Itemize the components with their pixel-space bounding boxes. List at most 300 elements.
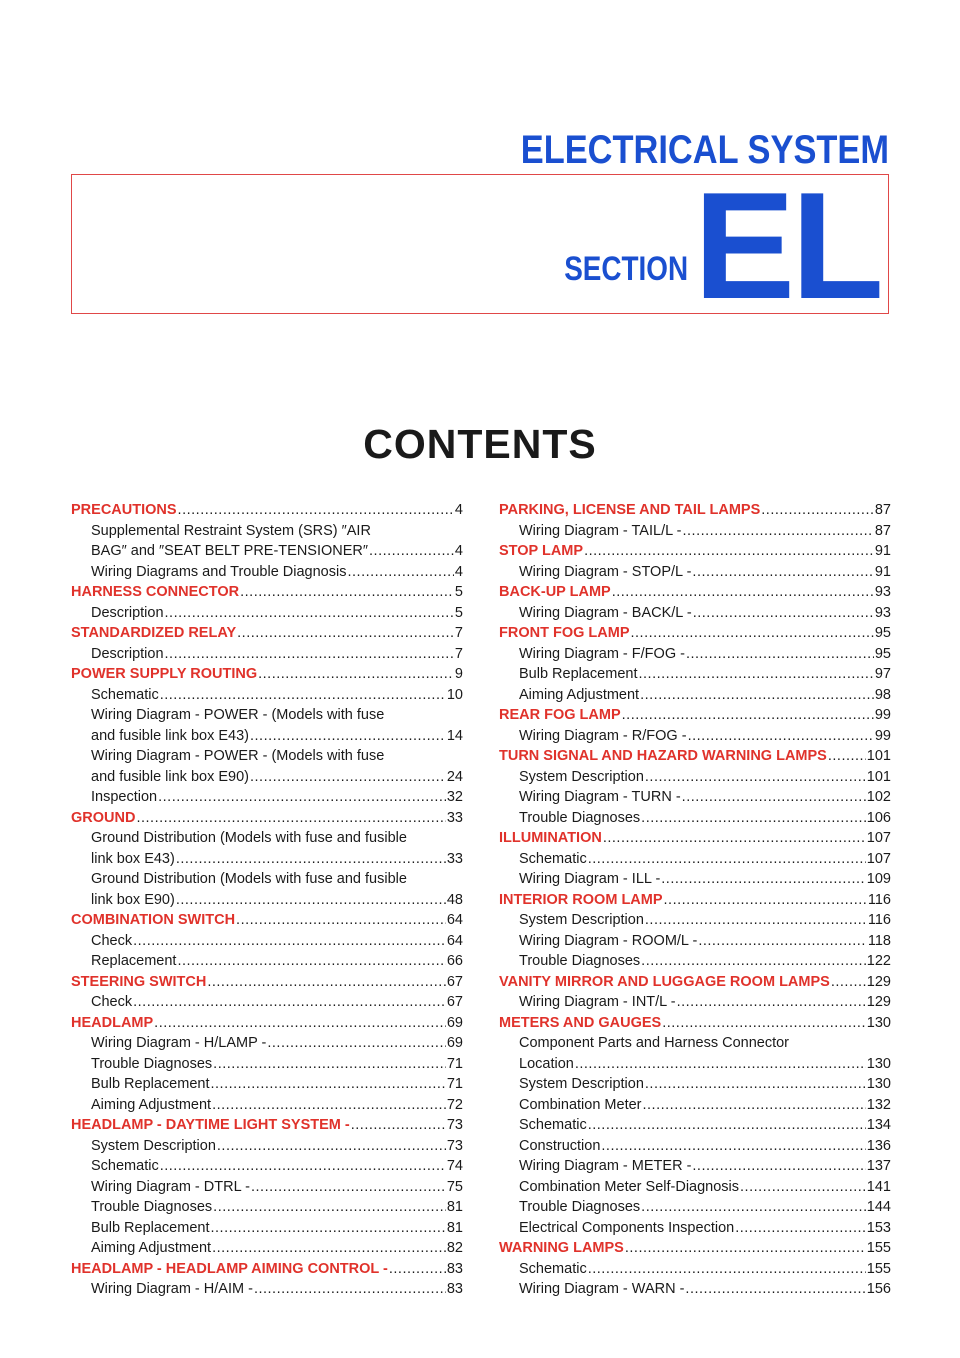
toc-entry-title: FRONT FOG LAMP [499, 625, 630, 641]
toc-leader-dots [165, 603, 454, 624]
toc-entry[interactable] [499, 1259, 891, 1280]
toc-leader-dots [645, 767, 866, 788]
toc-section-entry[interactable] [499, 972, 891, 993]
toc-leader-dots [240, 582, 454, 603]
toc-leader-dots [213, 1197, 446, 1218]
section-banner [71, 161, 889, 331]
toc-leader-dots [645, 910, 867, 931]
toc-entry-title: STANDARDIZED RELAY [71, 625, 237, 641]
toc-entry[interactable] [71, 1074, 463, 1095]
toc-entry-title: Wiring Diagram - R/FOG - [519, 727, 687, 744]
toc-leader-dots [584, 541, 874, 562]
toc-page-number: 141 [866, 1178, 891, 1195]
toc-page-number: 75 [446, 1178, 463, 1195]
toc-entry-title: Wiring Diagram - METER - [519, 1158, 692, 1174]
toc-page-number: 82 [446, 1240, 463, 1256]
toc-leader-dots [662, 1013, 866, 1034]
toc-entry-title: Aiming Adjustment [91, 1096, 212, 1113]
toc-page-number: 5 [454, 584, 463, 600]
toc-leader-dots [176, 890, 446, 911]
toc-entry-title: Wiring Diagram - ROOM/L - [519, 932, 698, 949]
toc-section-entry[interactable] [499, 623, 891, 644]
toc-leader-dots [217, 1136, 446, 1157]
toc-entry-title: Trouble Diagnoses [519, 953, 641, 969]
toc-section-entry[interactable] [71, 972, 463, 993]
toc-leader-dots [133, 931, 446, 952]
toc-page-number: 155 [866, 1260, 891, 1277]
toc-page-number: 14 [446, 727, 463, 744]
toc-entry-title: Trouble Diagnoses [91, 1199, 213, 1215]
toc-entry[interactable] [71, 1136, 463, 1157]
toc-entry-title: Location [519, 1055, 574, 1072]
toc-entry[interactable] [499, 951, 891, 972]
toc-leader-dots [213, 1054, 446, 1075]
toc-page-number: 71 [446, 1055, 463, 1072]
toc-page-number: 66 [446, 953, 463, 969]
toc-entry-title: Supplemental Restraint System (SRS) ″AIR [91, 522, 371, 539]
toc-page-number: 136 [866, 1137, 891, 1154]
toc-entry-title: System Description [91, 1137, 216, 1154]
toc-entry-title: and fusible link box E43) [91, 727, 249, 744]
toc-entry[interactable] [499, 685, 891, 706]
toc-entry-title: WARNING LAMPS [499, 1240, 624, 1256]
toc-page-number: 7 [454, 625, 463, 641]
toc-section-entry[interactable] [499, 890, 891, 911]
toc-leader-dots [685, 1279, 865, 1300]
toc-entry[interactable] [499, 931, 891, 952]
toc-leader-dots [664, 890, 867, 911]
toc-entry-title: Construction [519, 1137, 601, 1154]
toc-entry[interactable] [499, 992, 891, 1013]
toc-entry-title: Schematic [519, 1117, 587, 1133]
toc-leader-dots [761, 500, 874, 521]
toc-left-column [71, 500, 463, 1300]
toc-page-number: 69 [446, 1035, 463, 1051]
toc-page-number: 67 [446, 994, 463, 1010]
toc-page-number: 73 [446, 1137, 463, 1154]
toc-entry-title: PARKING, LICENSE AND TAIL LAMPS [499, 502, 761, 518]
toc-entry[interactable] [71, 541, 463, 562]
toc-page-number: 64 [446, 932, 463, 949]
toc-page-number: 97 [874, 666, 891, 682]
toc-page-number: 33 [446, 809, 463, 826]
toc-section-entry[interactable] [499, 1013, 891, 1034]
toc-entry-title: Wiring Diagram - STOP/L - [519, 563, 692, 580]
toc-leader-dots [622, 705, 874, 726]
toc-entry [71, 521, 463, 542]
toc-entry[interactable] [499, 664, 891, 685]
toc-entry-title: link box E90) [91, 891, 175, 908]
toc-page-number: 99 [874, 727, 891, 744]
toc-entry-title: REAR FOG LAMP [499, 707, 621, 723]
toc-section-entry[interactable] [71, 1013, 463, 1034]
toc-entry-title: Wiring Diagram - H/LAMP - [91, 1035, 267, 1051]
toc-leader-dots [211, 1074, 446, 1095]
toc-page-number: 156 [866, 1281, 891, 1297]
toc-entry[interactable] [71, 1177, 463, 1198]
toc-entry-title: Wiring Diagram - POWER - (Models with fuse [91, 748, 385, 764]
toc-entry-title: Aiming Adjustment [91, 1240, 212, 1256]
toc-leader-dots [237, 623, 454, 644]
toc-page-number: 74 [446, 1158, 463, 1174]
toc-leader-dots [692, 1156, 865, 1177]
toc-entry[interactable] [71, 562, 463, 583]
toc-page-number: 130 [866, 1076, 891, 1092]
toc-leader-dots [207, 972, 446, 993]
toc-entry-title: Electrical Components Inspection [519, 1219, 735, 1236]
toc-leader-dots [641, 951, 866, 972]
toc-leader-dots [267, 1033, 445, 1054]
toc-page-number: 93 [874, 604, 891, 621]
toc-page-number: 106 [866, 809, 891, 826]
toc-page-number: 4 [454, 543, 463, 559]
toc-page-number: 95 [874, 625, 891, 641]
toc-leader-dots [601, 1136, 865, 1157]
toc-entry-title: HEADLAMP - DAYTIME LIGHT SYSTEM - [71, 1117, 350, 1133]
toc-section-entry[interactable] [71, 1115, 463, 1136]
toc-entry[interactable] [71, 726, 463, 747]
toc-section-entry[interactable] [499, 828, 891, 849]
toc-entry-title: Combination Meter [519, 1096, 642, 1113]
toc-leader-dots [250, 726, 446, 747]
toc-entry-title: Replacement [91, 953, 177, 969]
toc-entry-title: Wiring Diagram - INT/L - [519, 994, 676, 1010]
toc-entry[interactable] [71, 1033, 463, 1054]
toc-entry-title: Wiring Diagram - ILL - [519, 871, 661, 887]
toc-page-number: 71 [446, 1076, 463, 1092]
toc-entry[interactable] [499, 910, 891, 931]
toc-leader-dots [258, 664, 454, 685]
toc-page-number: 134 [866, 1117, 891, 1133]
toc-page-number: 67 [446, 973, 463, 990]
toc-entry[interactable] [71, 787, 463, 808]
toc-leader-dots [686, 644, 874, 665]
toc-entry-title: Wiring Diagrams and Trouble Diagnosis [91, 563, 347, 580]
toc-leader-dots [250, 767, 446, 788]
toc-leader-dots [176, 849, 446, 870]
toc-page-number: 129 [866, 994, 891, 1010]
toc-leader-dots [645, 1074, 866, 1095]
toc-entry[interactable] [71, 1156, 463, 1177]
toc-entry[interactable] [71, 1095, 463, 1116]
toc-entry-title: Trouble Diagnoses [519, 1199, 641, 1215]
toc-entry-title: Schematic [91, 1158, 159, 1174]
toc-entry[interactable] [499, 1074, 891, 1095]
toc-page-number: 153 [866, 1219, 891, 1236]
toc-entry-title: BACK-UP LAMP [499, 584, 611, 600]
toc-leader-dots [640, 685, 874, 706]
toc-page-number: 4 [454, 502, 463, 518]
toc-leader-dots [625, 1238, 866, 1259]
toc-page-number: 116 [867, 912, 891, 928]
toc-entry[interactable] [71, 951, 463, 972]
toc-entry[interactable] [71, 890, 463, 911]
toc-section-entry[interactable] [71, 664, 463, 685]
toc-entry-title: GROUND [71, 809, 136, 826]
toc-leader-dots [588, 849, 866, 870]
toc-section-entry[interactable] [71, 500, 463, 521]
toc-entry-title: System Description [519, 1076, 644, 1092]
toc-page-number: 118 [867, 932, 891, 949]
toc-entry-title: STEERING SWITCH [71, 973, 207, 990]
toc-entry-title: Wiring Diagram - TURN - [519, 789, 681, 805]
toc-page-number: 83 [446, 1281, 463, 1297]
toc-page-number: 129 [866, 973, 891, 990]
toc-page-number: 122 [866, 953, 891, 969]
toc-page-number: 73 [446, 1117, 463, 1133]
toc-section-entry[interactable] [499, 541, 891, 562]
toc-entry-title: Check [91, 932, 133, 949]
toc-page-number: 130 [866, 1055, 891, 1072]
toc-leader-dots [236, 910, 446, 931]
toc-section-entry[interactable] [71, 1259, 463, 1280]
toc-entry-title: System Description [519, 768, 644, 785]
toc-entry-title: METERS AND GAUGES [499, 1014, 662, 1031]
toc-leader-dots [698, 931, 867, 952]
toc-page-number: 144 [866, 1199, 891, 1215]
toc-entry-title: Trouble Diagnoses [91, 1055, 213, 1072]
toc-entry-title: VANITY MIRROR AND LUGGAGE ROOM LAMPS [499, 973, 830, 990]
toc-leader-dots [165, 644, 454, 665]
toc-leader-dots [612, 582, 874, 603]
toc-entry[interactable] [71, 767, 463, 788]
toc-entry[interactable] [499, 603, 891, 624]
toc-leader-dots [828, 746, 866, 767]
toc-entry-title: Component Parts and Harness Connector [519, 1035, 790, 1051]
toc-leader-dots [369, 541, 454, 562]
toc-entry [71, 705, 463, 726]
toc-section-entry[interactable] [71, 808, 463, 829]
toc-leader-dots [639, 664, 874, 685]
toc-entry-title: link box E43) [91, 850, 175, 867]
toc-entry[interactable] [499, 869, 891, 890]
toc-page-number: 137 [866, 1158, 891, 1174]
toc-entry-title: and fusible link box E90) [91, 768, 249, 785]
toc-leader-dots [643, 1095, 866, 1116]
toc-entry-title: INTERIOR ROOM LAMP [499, 891, 663, 908]
toc-entry[interactable] [499, 1197, 891, 1218]
toc-entry-title: Bulb Replacement [91, 1076, 210, 1092]
toc-entry[interactable] [499, 1054, 891, 1075]
toc-section-entry[interactable] [499, 1238, 891, 1259]
toc-page-number: 69 [446, 1014, 463, 1031]
toc-page-number: 91 [874, 563, 891, 580]
toc-leader-dots [641, 1197, 866, 1218]
toc-entry-title: Wiring Diagram - POWER - (Models with fuse [91, 707, 385, 723]
toc-leader-dots [683, 521, 874, 542]
toc-entry-title: Inspection [91, 789, 158, 805]
toc-entry[interactable] [499, 849, 891, 870]
toc-entry-title: HARNESS CONNECTOR [71, 584, 240, 600]
toc-entry[interactable] [71, 1054, 463, 1075]
toc-page-number: 101 [866, 768, 891, 785]
toc-leader-dots [160, 1156, 446, 1177]
toc-leader-dots [212, 1095, 446, 1116]
toc-entry-title: Wiring Diagram - BACK/L - [519, 604, 692, 621]
toc-leader-dots [631, 623, 874, 644]
toc-entry[interactable] [499, 787, 891, 808]
toc-entry [499, 1033, 891, 1054]
toc-entry[interactable] [71, 685, 463, 706]
toc-leader-dots [211, 1218, 446, 1239]
toc-entry-title: Wiring Diagram - F/FOG - [519, 645, 685, 662]
manual-title: ELECTRICAL SYSTEM [520, 128, 889, 172]
toc-page-number: 102 [866, 789, 891, 805]
toc-page-number: 116 [867, 891, 891, 908]
toc-entry[interactable] [499, 562, 891, 583]
toc-entry-title: Schematic [91, 686, 159, 703]
toc-entry[interactable] [499, 1177, 891, 1198]
toc-page-number: 83 [446, 1260, 463, 1277]
toc-entry[interactable] [71, 1197, 463, 1218]
toc-page-number: 7 [454, 645, 463, 662]
toc-section-entry[interactable] [499, 746, 891, 767]
toc-page-number: 10 [446, 686, 463, 703]
toc-entry-title: Wiring Diagram - TAIL/L - [519, 522, 682, 539]
toc-leader-dots [347, 562, 453, 583]
toc-page-number: 155 [866, 1240, 891, 1256]
toc-page-number: 107 [866, 850, 891, 867]
toc-page-number: 87 [874, 522, 891, 539]
toc-leader-dots [351, 1115, 446, 1136]
toc-page-number: 5 [454, 604, 463, 621]
toc-page-number: 95 [874, 645, 891, 662]
toc-leader-dots [677, 992, 866, 1013]
toc-entry-title: System Description [519, 912, 644, 928]
toc-page-number: 93 [874, 584, 891, 600]
toc-page-number: 81 [446, 1199, 463, 1215]
toc-entry-title: Description [91, 645, 164, 662]
toc-leader-dots [641, 808, 866, 829]
toc-entry-title: ILLUMINATION [499, 830, 602, 846]
toc-entry[interactable] [499, 644, 891, 665]
toc-entry[interactable] [499, 1279, 891, 1300]
toc-entry[interactable] [71, 992, 463, 1013]
toc-entry[interactable] [71, 931, 463, 952]
toc-page-number: 72 [446, 1096, 463, 1113]
toc-leader-dots [177, 951, 445, 972]
toc-section-entry[interactable] [71, 623, 463, 644]
toc-section-entry[interactable] [71, 910, 463, 931]
toc-entry-title: Wiring Diagram - DTRL - [91, 1178, 250, 1195]
toc-entry-title: Wiring Diagram - WARN - [519, 1281, 685, 1297]
toc-page-number: 130 [866, 1014, 891, 1031]
toc-entry[interactable] [499, 726, 891, 747]
toc-entry[interactable] [71, 644, 463, 665]
toc-leader-dots [588, 1259, 866, 1280]
toc-entry[interactable] [499, 521, 891, 542]
toc-page-number: 64 [446, 912, 463, 928]
toc-entry [71, 828, 463, 849]
toc-right-column [499, 500, 891, 1300]
toc-leader-dots [154, 1013, 446, 1034]
toc-entry[interactable] [499, 1156, 891, 1177]
section-label: SECTION [564, 250, 688, 288]
toc-section-entry[interactable] [499, 705, 891, 726]
toc-section-entry[interactable] [499, 582, 891, 603]
toc-page-number: 107 [866, 830, 891, 846]
toc-page-number: 9 [454, 666, 463, 682]
toc-entry-title: Aiming Adjustment [519, 686, 640, 703]
toc-entry-title: COMBINATION SWITCH [71, 912, 236, 928]
toc-entry-title: Trouble Diagnoses [519, 809, 641, 826]
contents-heading: CONTENTS [363, 421, 597, 467]
toc-entry[interactable] [71, 1238, 463, 1259]
toc-leader-dots [158, 787, 446, 808]
toc-leader-dots [389, 1259, 446, 1280]
toc-page-number: 81 [446, 1219, 463, 1236]
toc-entry[interactable] [499, 1218, 891, 1239]
toc-entry [71, 869, 463, 890]
toc-leader-dots [575, 1054, 866, 1075]
toc-leader-dots [588, 1115, 866, 1136]
toc-entry-title: Bulb Replacement [91, 1219, 210, 1236]
toc-leader-dots [692, 562, 873, 583]
toc-leader-dots [251, 1177, 446, 1198]
toc-entry-title: STOP LAMP [499, 543, 584, 559]
toc-leader-dots [133, 992, 446, 1013]
toc-entry-title: Ground Distribution (Models with fuse and fusible [91, 830, 407, 846]
toc-entry-title: Description [91, 604, 164, 621]
toc-entry-title: Wiring Diagram - H/AIM - [91, 1281, 253, 1297]
toc-page-number: 33 [446, 850, 463, 867]
toc-entry-title: Bulb Replacement [519, 666, 638, 682]
toc-entry[interactable] [499, 808, 891, 829]
toc-entry-title: Combination Meter Self-Diagnosis [519, 1178, 740, 1195]
toc-page-number: 32 [446, 789, 463, 805]
toc-page-number: 87 [874, 502, 891, 518]
toc-page-number: 132 [866, 1096, 891, 1113]
toc-entry-title: Ground Distribution (Models with fuse and fusible [91, 871, 407, 887]
toc-entry[interactable] [499, 1115, 891, 1136]
toc-section-entry[interactable] [499, 500, 891, 521]
toc-leader-dots [831, 972, 866, 993]
toc-section-entry[interactable] [71, 582, 463, 603]
toc-leader-dots [688, 726, 874, 747]
toc-entry-title: HEADLAMP - HEADLAMP AIMING CONTROL - [71, 1260, 388, 1277]
toc-leader-dots [136, 808, 445, 829]
toc-page-number: 4 [454, 563, 463, 580]
toc-entry-title: HEADLAMP [71, 1014, 154, 1031]
toc-entry-title: Schematic [519, 1260, 587, 1277]
toc-entry[interactable] [499, 1095, 891, 1116]
toc-page-number: 48 [446, 891, 463, 908]
toc-leader-dots [160, 685, 446, 706]
toc-entry-title: BAG″ and ″SEAT BELT PRE-TENSIONER″ [91, 543, 369, 559]
toc-entry [71, 746, 463, 767]
toc-entry[interactable] [71, 603, 463, 624]
toc-leader-dots [178, 500, 454, 521]
toc-leader-dots [740, 1177, 866, 1198]
toc-page-number: 98 [874, 686, 891, 703]
toc-leader-dots [661, 869, 866, 890]
toc-entry[interactable] [499, 1136, 891, 1157]
toc-leader-dots [693, 603, 874, 624]
toc-entry[interactable] [71, 849, 463, 870]
toc-entry-title: POWER SUPPLY ROUTING [71, 666, 258, 682]
toc-page-number: 24 [446, 768, 463, 785]
toc-entry-title: Check [91, 994, 133, 1010]
toc-entry-title: PRECAUTIONS [71, 502, 177, 518]
toc-leader-dots [682, 787, 866, 808]
toc-page-number: 101 [866, 748, 891, 764]
toc-entry-title: Schematic [519, 850, 587, 867]
toc-entry[interactable] [499, 767, 891, 788]
toc-entry[interactable] [71, 1279, 463, 1300]
toc-entry[interactable] [71, 1218, 463, 1239]
toc-page-number: 99 [874, 707, 891, 723]
toc-entry-title: TURN SIGNAL AND HAZARD WARNING LAMPS [499, 748, 827, 764]
